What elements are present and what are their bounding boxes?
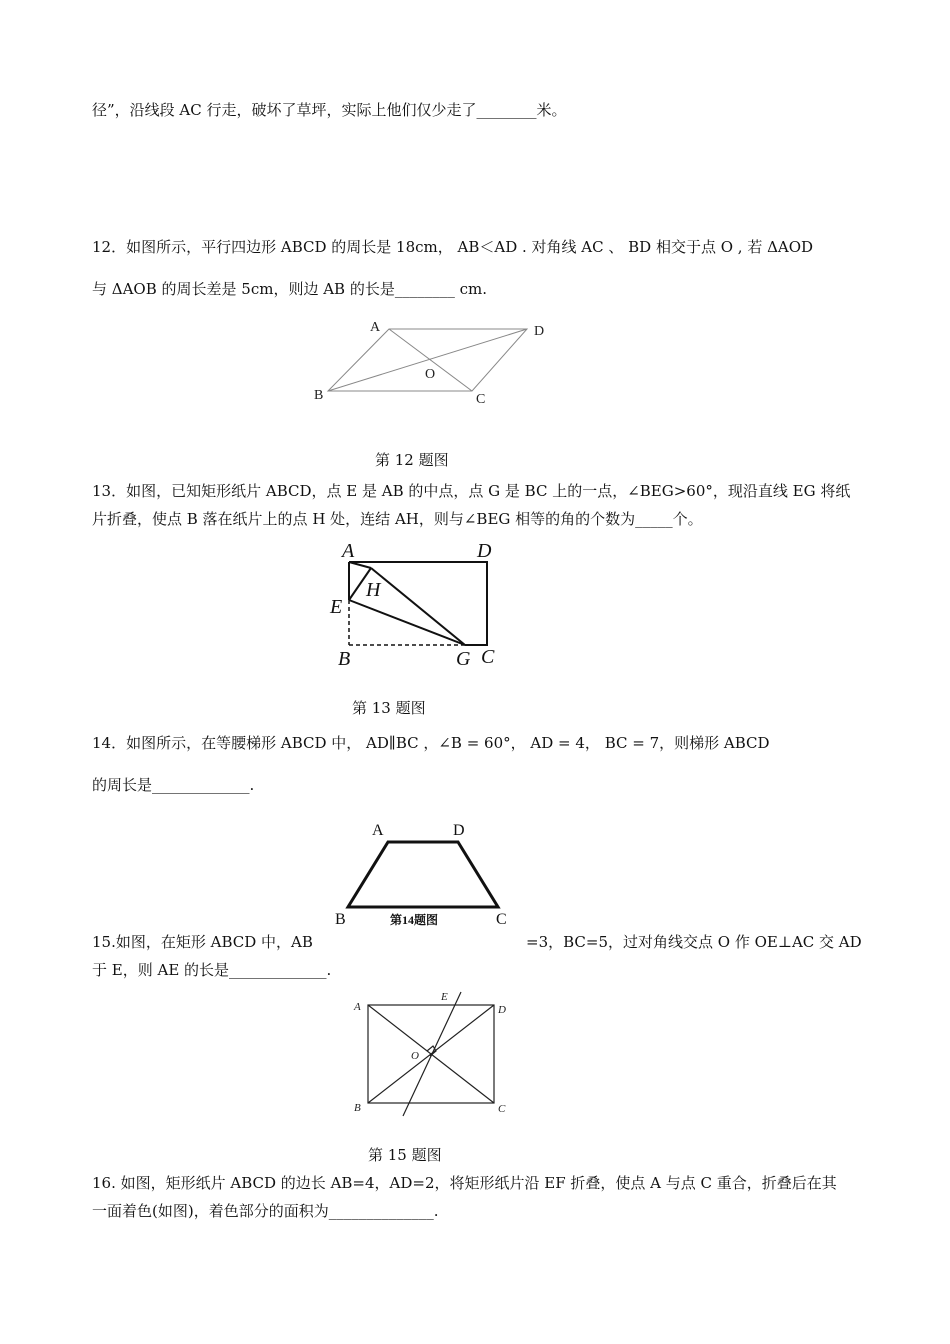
q15-line1-left: 15.如图，在矩形 ABCD 中，AB bbox=[92, 933, 313, 951]
q12-label-o: O bbox=[425, 367, 436, 382]
q15-caption: 第 15 题图 bbox=[368, 1146, 442, 1164]
q15-line2: 于 E，则 AE 的长是_____________. bbox=[92, 961, 332, 979]
q12-caption: 第 12 题图 bbox=[375, 451, 449, 469]
q11-tail-text: 径”，沿线段 AC 行走，破坏了草坪，实际上他们仅少走了________米。 bbox=[92, 101, 567, 119]
q13-label-b: B bbox=[338, 648, 351, 670]
q14-line1: 14．如图所示，在等腰梯形 ABCD 中， AD∥BC ，∠B = 60°， AD = 4， BC = 7，则梯形 ABCD bbox=[92, 734, 770, 752]
q15-label-c: C bbox=[498, 1103, 506, 1115]
q15-label-d: D bbox=[498, 1004, 506, 1016]
q13-label-g: G bbox=[456, 648, 471, 670]
q14-line2: 的周长是_____________. bbox=[92, 776, 255, 794]
q14-label-c: C bbox=[496, 911, 507, 928]
q13-label-c: C bbox=[481, 646, 495, 668]
q13-line2: 片折叠，使点 B 落在纸片上的点 H 处，连结 AH，则与∠BEG 相等的角的个数为_____个。 bbox=[92, 510, 703, 528]
q14-trapezoid-figure bbox=[335, 818, 515, 930]
q12-label-a: A bbox=[370, 320, 381, 335]
q14-figure-caption: 第14题图 bbox=[390, 913, 439, 927]
q12-line2: 与 ΔAOB 的周长差是 5cm，则边 AB 的长是________ cm. bbox=[92, 280, 488, 298]
q13-label-h: H bbox=[366, 579, 381, 601]
q15-label-e: E bbox=[441, 991, 448, 1003]
q16-line1: 16. 如图，矩形纸片 ABCD 的边长 AB=4，AD=2，将矩形纸片沿 EF 折叠，使点 A 与点 C 重合，折叠后在其 bbox=[92, 1174, 837, 1192]
q15-label-a: A bbox=[354, 1001, 361, 1013]
q12-label-d: D bbox=[534, 324, 545, 339]
q14-label-d: D bbox=[453, 822, 465, 839]
q15-rectangle-figure bbox=[350, 990, 520, 1120]
q13-label-a: A bbox=[342, 540, 355, 562]
q14-label-a: A bbox=[372, 822, 384, 839]
q12-line1: 12．如图所示，平行四边形 ABCD 的周长是 18cm， AB＜AD . 对角线 AC 、 BD 相交于点 O , 若 ΔAOD bbox=[92, 238, 814, 256]
q12-label-b: B bbox=[314, 388, 324, 403]
q14-label-b: B bbox=[335, 911, 346, 928]
q13-caption: 第 13 题图 bbox=[352, 699, 426, 717]
q12-label-c: C bbox=[476, 392, 486, 407]
q13-label-d: D bbox=[477, 540, 492, 562]
q15-label-b: B bbox=[354, 1102, 361, 1114]
q15-label-o: O bbox=[411, 1050, 419, 1062]
q15-line1-right: =3，BC=5，过对角线交点 O 作 OE⊥AC 交 AD bbox=[526, 933, 862, 951]
q16-line2: 一面着色(如图)，着色部分的面积为______________. bbox=[92, 1202, 439, 1220]
q13-label-e: E bbox=[330, 596, 343, 618]
q13-line1: 13．如图，已知矩形纸片 ABCD，点 E 是 AB 的中点，点 G 是 BC 上的一点，∠BEG>60°，现沿直线 EG 将纸 bbox=[92, 482, 851, 500]
q13-rectangle-fold-figure bbox=[325, 538, 515, 668]
q12-parallelogram-figure bbox=[310, 317, 550, 407]
